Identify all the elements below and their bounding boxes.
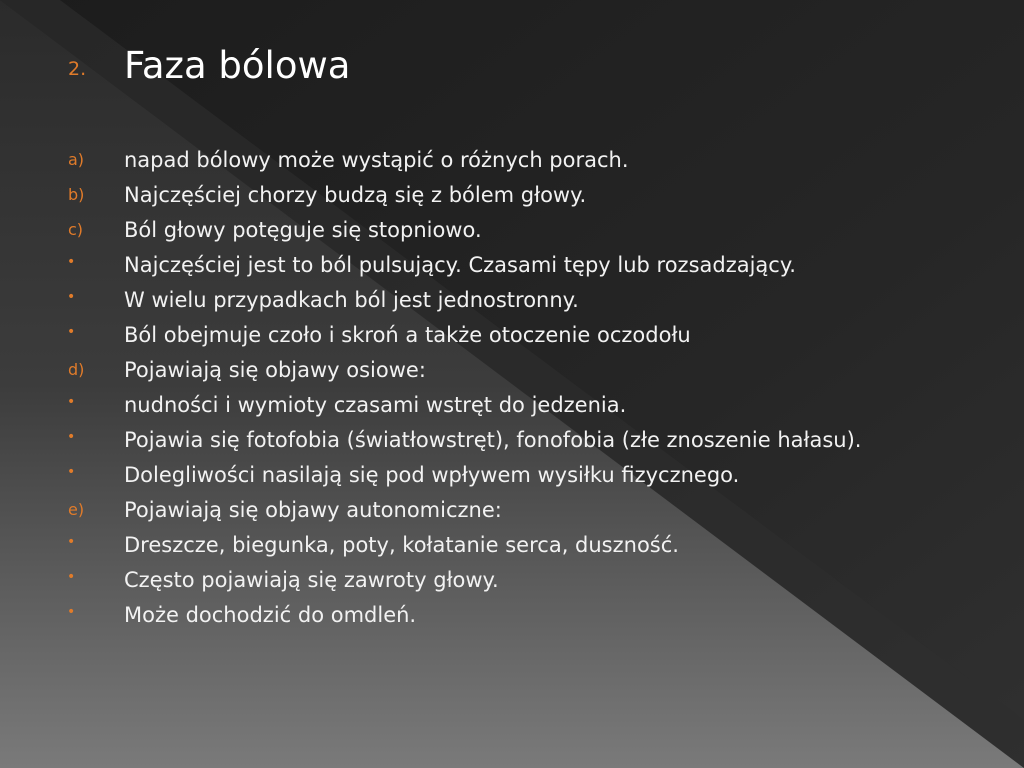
list-item — [0, 320, 1024, 348]
list-letter-marker: e) — [68, 500, 85, 519]
list-item — [0, 495, 1024, 523]
list-letter-marker: c) — [68, 220, 84, 239]
list-item — [0, 285, 1024, 313]
content-list — [0, 145, 1024, 635]
list-item-text: Najczęściej chorzy budzą się z bólem głowy. — [124, 183, 587, 207]
list-item — [0, 460, 1024, 488]
bullet-marker: • — [67, 429, 76, 445]
list-item-text: Dolegliwości nasilają się pod wpływem wysiłku fizycznego. — [124, 463, 740, 487]
list-item-text: Ból głowy potęguje się stopniowo. — [124, 218, 482, 242]
list-letter-marker: a) — [68, 150, 85, 169]
list-item-text: napad bólowy może wystąpić o różnych porach. — [124, 148, 629, 172]
list-item-text: Ból obejmuje czoło i skroń a także otoczenie oczodołu — [124, 323, 691, 347]
bullet-marker: • — [67, 534, 76, 550]
list-item — [0, 565, 1024, 593]
list-item — [0, 390, 1024, 418]
list-item-text: Może dochodzić do omdleń. — [124, 603, 417, 627]
bullet-marker: • — [67, 254, 76, 270]
list-item-text: Pojawiają się objawy autonomiczne: — [124, 498, 502, 522]
bullet-marker: • — [67, 464, 76, 480]
list-item-text: Pojawiają się objawy osiowe: — [124, 358, 426, 382]
bullet-marker: • — [67, 394, 76, 410]
list-item-text: Pojawia się fotofobia (światłowstręt), fonofobia (złe znoszenie hałasu). — [124, 428, 862, 452]
list-item — [0, 180, 1024, 208]
title-number: 2. — [68, 58, 87, 80]
list-item — [0, 250, 1024, 278]
slide-title: Faza bólowa — [124, 44, 351, 87]
list-item — [0, 425, 1024, 453]
bullet-marker: • — [67, 569, 76, 585]
list-item — [0, 145, 1024, 173]
bullet-marker: • — [67, 604, 76, 620]
list-item-text: Najczęściej jest to ból pulsujący. Czasami tępy lub rozsadzający. — [124, 253, 796, 277]
list-item-text: nudności i wymioty czasami wstręt do jedzenia. — [124, 393, 627, 417]
bullet-marker: • — [67, 324, 76, 340]
list-item — [0, 530, 1024, 558]
list-item-text: Dreszcze, biegunka, poty, kołatanie serca, duszność. — [124, 533, 679, 557]
list-letter-marker: b) — [68, 185, 85, 204]
list-item — [0, 355, 1024, 383]
list-item — [0, 600, 1024, 628]
title-row — [0, 44, 1024, 92]
bullet-marker: • — [67, 289, 76, 305]
list-item-text: Często pojawiają się zawroty głowy. — [124, 568, 499, 592]
list-item-text: W wielu przypadkach ból jest jednostronny. — [124, 288, 579, 312]
list-letter-marker: d) — [68, 360, 85, 379]
list-item — [0, 215, 1024, 243]
